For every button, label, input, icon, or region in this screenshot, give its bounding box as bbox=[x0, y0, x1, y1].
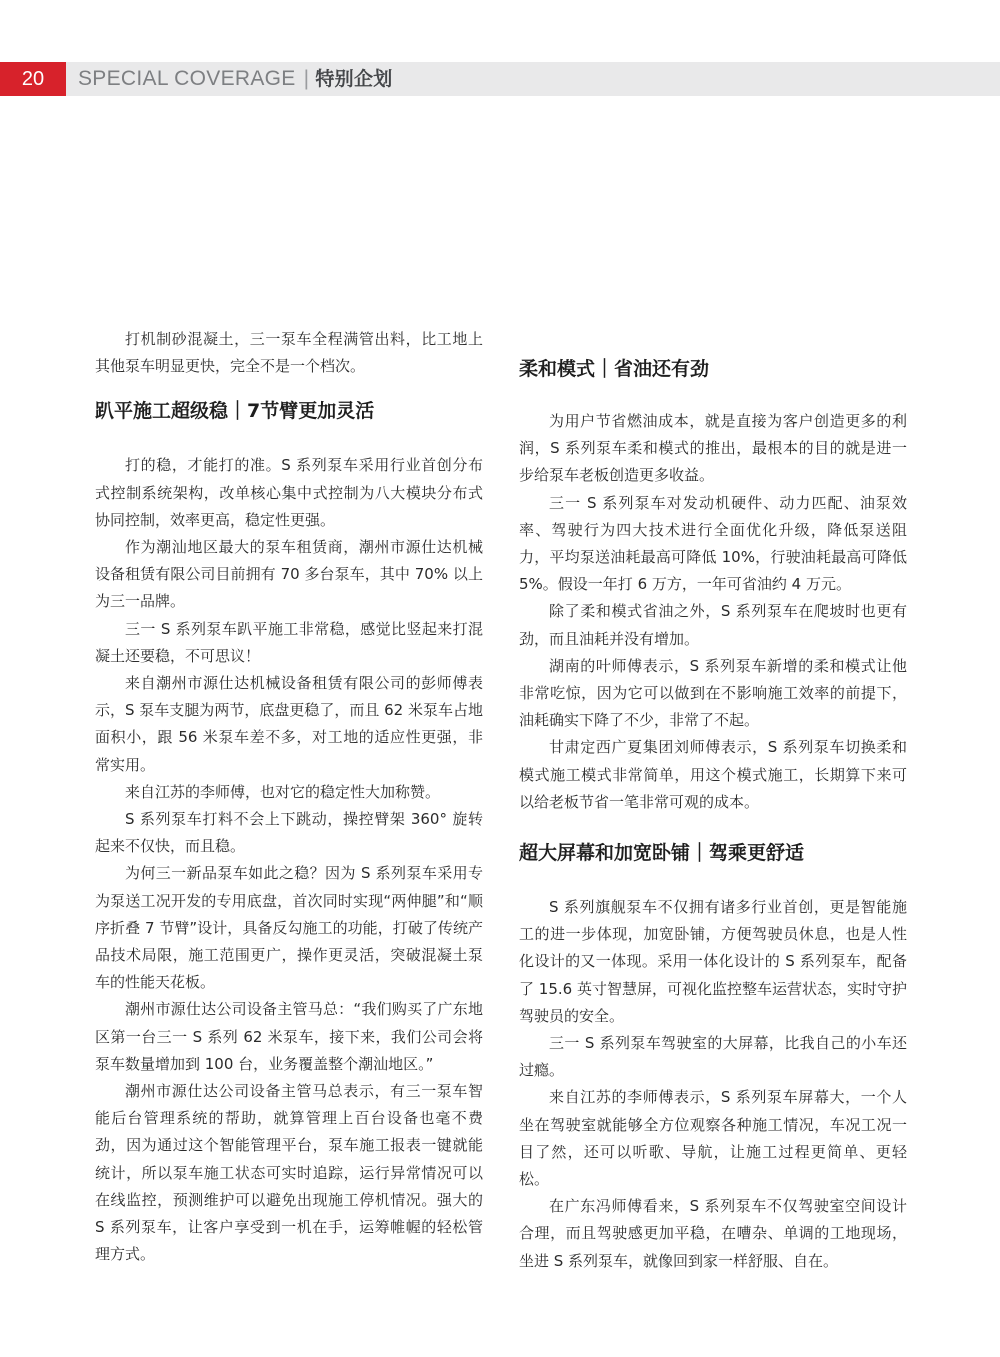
body-paragraph: 甘肃定西广夏集团刘师傅表示，S 系列泵车切换柔和模式施工模式非常简单，用这个模式施工，长期算下来可以给老板节省一笔非常可观的成本。 bbox=[519, 738, 907, 811]
section-heading-soft-mode: 柔和模式｜省油还有劲 bbox=[519, 358, 710, 380]
section-heading-comfort: 超大屏幕和加宽卧铺｜驾乘更舒适 bbox=[519, 842, 805, 865]
body-paragraph: 为用户节省燃油成本，就是直接为客户创造更多的利润，S 系列泵车柔和模式的推出，最根本的目的就是进一步给泵车老板创造更多收益。 bbox=[519, 412, 907, 485]
body-paragraph: 湖南的叶师傅表示，S 系列泵车新增的柔和模式让他非常吃惊，因为它可以做到在不影响施工效率的前提下，油耗确实下降了不少，非常了不起。 bbox=[519, 656, 907, 730]
section-title-cn: 特别企划 bbox=[315, 68, 393, 90]
right-column bbox=[519, 354, 907, 1275]
body-paragraph: 三一 S 系列泵车驾驶室的大屏幕，比我自己的小车还过瘾。 bbox=[519, 1034, 907, 1080]
header-separator: | bbox=[303, 67, 310, 90]
body-paragraph: S 系列旗舰泵车不仅拥有诸多行业首创，更是智能施工的进一步体现，加宽卧铺，方便驾驶员休息，也是人性化设计的又一体现。采用一体化设计的 S 系列泵车，配备了 15.6 英寸智慧屏，可视化监控整车运营状态，实时守护驾驶员的安全。 bbox=[519, 898, 907, 1025]
body-paragraph: S 系列泵车打料不会上下跳动，操控臂架 360° 旋转起来不仅快，而且稳。 bbox=[95, 810, 483, 856]
page-number: 20 bbox=[0, 62, 66, 96]
body-paragraph: 在广东冯师傅看来，S 系列泵车不仅驾驶室空间设计合理，而且驾驶感更加平稳，在嘈杂、单调的工地现场，坐进 S 系列泵车，就像回到家一样舒服、自在。 bbox=[519, 1197, 907, 1270]
body-paragraph: 来自江苏的李师傅，也对它的稳定性大加称赞。 bbox=[125, 782, 441, 801]
body-paragraph: 为何三一新品泵车如此之稳？因为 S 系列泵车采用专为泵送工况开发的专用底盘，首次同时实现“两伸腿”和“顺序折叠 7 节臂”设计，具备反勾施工的功能，打破了传统产品技术局限，施工范围更广，操作更灵活，突破混凝土泵车的性能天花板。 bbox=[95, 864, 483, 992]
left-column bbox=[95, 326, 483, 1269]
body-paragraph: 三一 S 系列泵车趴平施工非常稳，感觉比竖起来打混凝土还要稳，不可思议！ bbox=[95, 619, 483, 665]
body-paragraph: 三一 S 系列泵车对发动机硬件、动力匹配、油泵效率、驾驶行为四大技术进行全面优化升级，降低泵送阻力，平均泵送油耗最高可降低 10%，行驶油耗最高可降低 5%。假设一年打 6 万方，一年可省油约 4 万元。 bbox=[519, 493, 907, 594]
body-paragraph: 潮州市源仕达公司设备主管马总表示，有三一泵车智能后台管理系统的帮助，就算管理上百台设备也毫不费劲，因为通过这个智能管理平台，泵车施工报表一键就能统计，所以泵车施工状态可实时追踪，运行异常情况可以在线监控，预测维护可以避免出现施工停机情况。强大的 S 系列泵车，让客户享受到一机在手，运筹帷幄的轻松管理方式。 bbox=[95, 1082, 483, 1264]
body-paragraph: 来自潮州市源仕达机械设备租赁有限公司的彭师傅表示，S 泵车支腿为两节，底盘更稳了，而且 62 米泵车占地面积小，跟 56 米泵车差不多，对工地的适应性更强，非常实用。 bbox=[95, 674, 483, 774]
body-paragraph: 作为潮汕地区最大的泵车租赁商，潮州市源仕达机械设备租赁有限公司目前拥有 70 多台泵车，其中 70% 以上为三一品牌。 bbox=[95, 538, 483, 611]
page-header bbox=[0, 62, 1000, 96]
intro-paragraph: 打机制砂混凝土，三一泵车全程满管出料，比工地上其他泵车明显更快，完全不是一个档次。 bbox=[95, 330, 483, 376]
section-title-en: SPECIAL COVERAGE bbox=[78, 67, 296, 90]
section-label bbox=[78, 62, 393, 96]
body-paragraph: 来自江苏的李师傅表示，S 系列泵车屏幕大，一个人坐在驾驶室就能够全方位观察各种施工情况，车况工况一目了然，还可以听歌、导航，让施工过程更简单、更轻松。 bbox=[519, 1088, 907, 1189]
body-paragraph: 除了柔和模式省油之外，S 系列泵车在爬坡时也更有劲，而且油耗并没有增加。 bbox=[519, 602, 907, 648]
body-paragraph: 打的稳，才能打的准。S 系列泵车采用行业首创分布式控制系统架构，改单核心集中式控制为八大模块分布式协同控制，效率更高，稳定性更强。 bbox=[95, 456, 483, 529]
body-paragraph: 潮州市源仕达公司设备主管马总：“我们购买了广东地区第一台三一 S 系列 62 米泵车，接下来，我们公司会将泵车数量增加到 100 台，业务覆盖整个潮汕地区。” bbox=[95, 1000, 483, 1073]
section-heading-stability: 趴平施工超级稳｜7节臂更加灵活 bbox=[95, 400, 375, 423]
